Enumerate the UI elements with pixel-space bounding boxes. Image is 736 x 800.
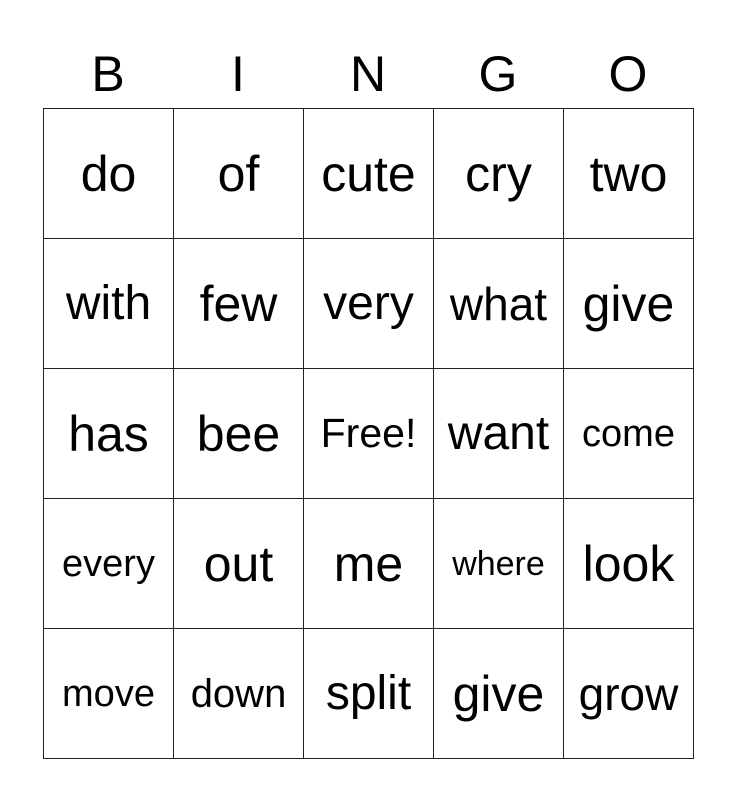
cell-word: bee [196,405,281,462]
bingo-cell[interactable] [304,239,434,369]
free-space-label: Free! [320,410,417,456]
cell-word: cute [321,145,416,202]
bingo-cell[interactable] [174,629,304,759]
cell-word: me [333,535,404,592]
bingo-cell[interactable] [564,369,694,499]
cell-word: do [80,145,137,202]
free-cell[interactable] [304,369,434,499]
cell-word: has [68,405,149,462]
cell-word: few [199,275,278,332]
header-letter-i: I [231,46,245,102]
bingo-cell[interactable] [434,499,564,629]
bingo-cell[interactable] [174,499,304,629]
cell-word: where [452,544,545,583]
cell-word: of [217,145,260,202]
cell-word: look [582,535,675,592]
cell-word: two [589,145,668,202]
cell-word: down [190,671,287,716]
header-letter-g: G [478,46,518,102]
header-letter-o: O [608,46,648,102]
bingo-cell[interactable] [304,499,434,629]
cell-word: want [447,406,550,460]
bingo-cell[interactable] [564,499,694,629]
bingo-cell[interactable] [434,369,564,499]
bingo-cell[interactable] [434,109,564,239]
cell-word: cry [465,145,532,202]
bingo-header [43,40,693,108]
bingo-cell[interactable] [44,369,174,499]
bingo-cell[interactable] [174,109,304,239]
bingo-cell[interactable] [44,499,174,629]
cell-word: give [452,665,545,722]
header-letter-b: B [91,46,125,102]
bingo-cell[interactable] [44,109,174,239]
bingo-cell[interactable] [174,239,304,369]
header-letter-n: N [349,46,387,102]
cell-word: what [449,277,548,330]
cell-word: come [582,412,675,455]
bingo-cell[interactable] [434,629,564,759]
cell-word: very [323,276,414,330]
bingo-cell[interactable] [564,629,694,759]
bingo-cell[interactable] [44,629,174,759]
bingo-cell[interactable] [434,239,564,369]
cell-word: out [203,535,274,592]
cell-word: grow [578,667,679,720]
bingo-grid [43,108,694,759]
bingo-cell[interactable] [174,369,304,499]
cell-word: give [582,275,675,332]
bingo-cell[interactable] [304,629,434,759]
bingo-cell[interactable] [564,109,694,239]
bingo-cell[interactable] [564,239,694,369]
cell-word: split [325,666,412,720]
cell-word: with [65,276,152,330]
bingo-card [43,40,693,759]
cell-word: move [62,672,155,715]
bingo-cell[interactable] [304,109,434,239]
cell-word: every [62,542,155,585]
bingo-cell[interactable] [44,239,174,369]
